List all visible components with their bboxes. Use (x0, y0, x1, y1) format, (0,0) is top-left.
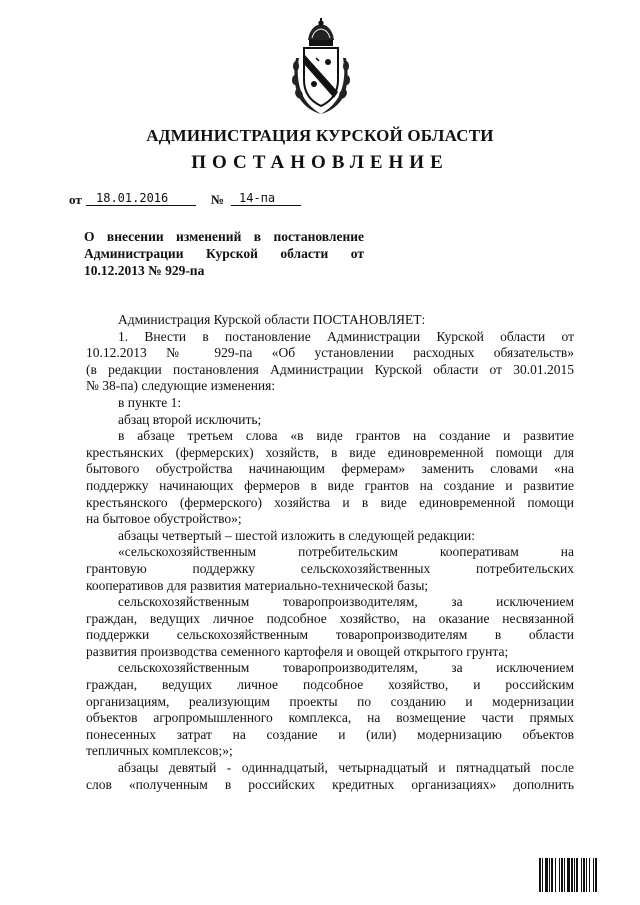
body-line: в абзаце третьем слова «в виде грантов на создание и развитие (118, 428, 574, 444)
body-line: «сельскохозяйственным потребительским кооперативам на (118, 544, 574, 560)
subject-line: О внесении изменений в постановление (84, 229, 364, 244)
number-label: № (211, 192, 225, 207)
from-label: от (69, 192, 82, 207)
document-number: 14-па (231, 191, 301, 206)
body-line: абзацы четвертый – шестой изложить в следующей редакции: (118, 527, 475, 543)
body-line: понесенных затрат на создание и (или) модернизацию объектов (86, 726, 574, 742)
body-line: грантовую поддержку сельскохозяйственных потребительских (86, 560, 574, 576)
body-line: граждан, ведущих личное подсобное хозяйство, и российским (86, 677, 574, 693)
barcode-icon (539, 858, 617, 892)
subject-line: Администрации Курской области от (84, 246, 364, 261)
body-line: поддержку начинающих фермеров в виде грантов на создание и развитие (86, 477, 574, 493)
document-number-line (69, 191, 369, 211)
body-line: сельскохозяйственным товаропроизводителям, за исключением (118, 594, 574, 610)
body-line: 10.12.2013 № 929-па «Об установлении расходных обязательств» (86, 345, 574, 361)
body-line: Администрация Курской области ПОСТАНОВЛЯЕТ: (118, 312, 426, 327)
body-line: кооперативов для развития материально-технической базы; (86, 577, 429, 593)
body-line: развития производства семенного картофеля и овощей открытого грунта; (86, 643, 509, 659)
body-line: сельскохозяйственным товаропроизводителям, за исключением (118, 660, 574, 676)
body-line: в пункте 1: (118, 394, 182, 410)
subject-line: 10.12.2013 № 929-па (84, 263, 205, 278)
document-body (86, 312, 574, 793)
body-line: абзацы девятый - одиннадцатый, четырнадцатый и пятнадцатый после (118, 760, 574, 776)
body-line: объектов агропромышленного комплекса, на возмещение части прямых (86, 710, 574, 726)
body-line: тепличных комплексов;»; (86, 743, 233, 759)
body-line: абзац второй исключить; (118, 411, 262, 427)
body-line: 1. Внести в постановление Администрации Курской области от (118, 328, 574, 344)
coat-of-arms-emblem (290, 18, 352, 118)
shield-icon (304, 48, 338, 106)
document-date: 18.01.2016 (86, 191, 196, 206)
body-line: граждан, ведущих личное подсобное хозяйство, на оказание несвязанной (86, 610, 574, 626)
body-line: № 38-па) следующие изменения: (86, 378, 276, 394)
body-line: на бытовое обустройство»; (86, 511, 242, 527)
document-type-title: ПОСТАНОВЛЕНИЕ (191, 152, 449, 173)
body-line: бытового обустройства начинающим фермерам» заменить словами «на (86, 461, 574, 477)
body-line: крестьянских (фермерских) хозяйств, в виде единовременной помощи для (86, 444, 574, 460)
body-line: слов «полученным в российских кредитных организациях» дополнить (86, 776, 574, 792)
document-subject (84, 228, 364, 279)
body-line: организациям, реализующим проекты по созданию и модернизации (86, 693, 574, 709)
organization-title: АДМИНИСТРАЦИЯ КУРСКОЙ ОБЛАСТИ (146, 126, 494, 145)
crown-icon (308, 18, 334, 46)
body-line: крестьянского (фермерского) хозяйства и в виде единовременной помощи (86, 494, 574, 510)
body-line: (в редакции постановления Администрации Курской области от 30.01.2015 (86, 361, 574, 377)
body-line: поддержки сельскохозяйственным товаропроизводителям в области (86, 627, 574, 643)
